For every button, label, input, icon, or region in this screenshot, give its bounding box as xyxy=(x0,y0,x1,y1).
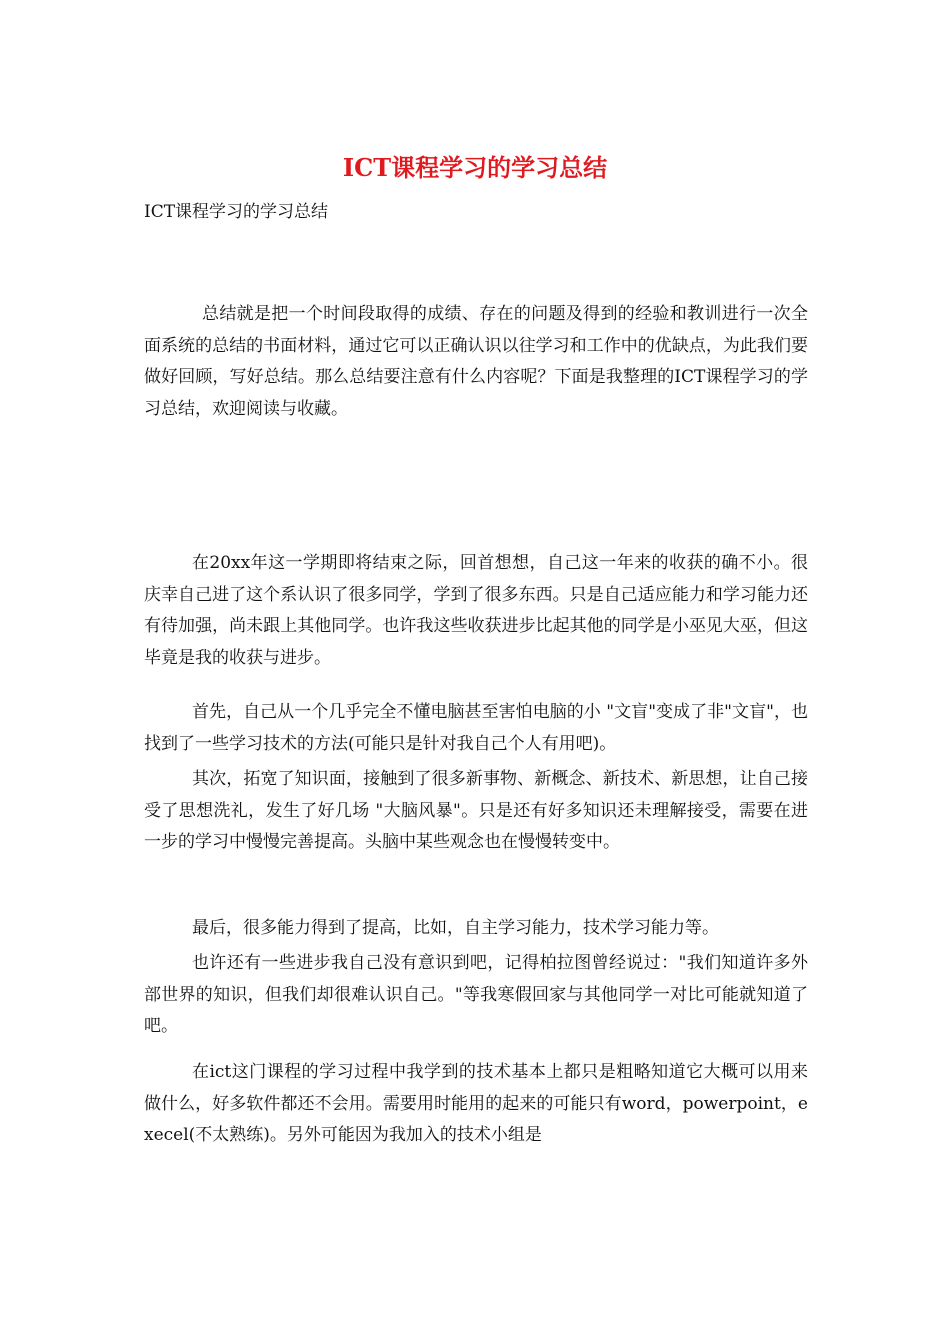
body-paragraph-2: 首先，自己从一个几乎完全不懂电脑甚至害怕电脑的小 "文盲"变成了非"文盲"，也找到了一些学习技术的方法(可能只是针对我自己个人有用吧)。 xyxy=(144,702,808,754)
body-paragraph-4: 最后，很多能力得到了提高，比如，自主学习能力，技术学习能力等。 xyxy=(192,918,719,938)
body-paragraph-6: 在ict这门课程的学习过程中我学到的技术基本上都只是粗略知道它大概可以用来做什么，好多软件都还不会用。需要用时能用的起来的可能只有word，powerpoint，execel(不太熟练)。另外可能因为我加入的技术小组是 xyxy=(144,1062,808,1145)
body-paragraph-5: 也许还有一些进步我自己没有意识到吧，记得柏拉图曾经说过："我们知道许多外部世界的知识，但我们却很难认识自己。"等我寒假回家与其他同学一对比可能就知道了吧。 xyxy=(144,953,808,1036)
document-subtitle: ICT课程学习的学习总结 xyxy=(144,202,329,222)
intro-paragraph: 总结就是把一个时间段取得的成绩、存在的问题及得到的经验和教训进行一次全面系统的总结的书面材料，通过它可以正确认识以往学习和工作中的优缺点，为此我们要做好回顾，写好总结。那么总结要注意有什么内容呢？下面是我整理的ICT课程学习的学习总结，欢迎阅读与收藏。 xyxy=(144,304,808,419)
body-paragraph-3: 其次，拓宽了知识面，接触到了很多新事物、新概念、新技术、新思想，让自己接受了思想洗礼，发生了好几场 "大脑风暴"。只是还有好多知识还未理解接受，需要在进一步的学习中慢慢完善提高。头脑中某些观念也在慢慢转变中。 xyxy=(144,769,808,852)
body-paragraph-1: 在20xx年这一学期即将结束之际，回首想想，自己这一年来的收获的确不小。很庆幸自己进了这个系认识了很多同学，学到了很多东西。只是自己适应能力和学习能力还有待加强，尚未跟上其他同学。也许我这些收获进步比起其他的同学是小巫见大巫，但这毕竟是我的收获与进步。 xyxy=(144,553,808,668)
document-title: ICT课程学习的学习总结 xyxy=(342,153,608,182)
